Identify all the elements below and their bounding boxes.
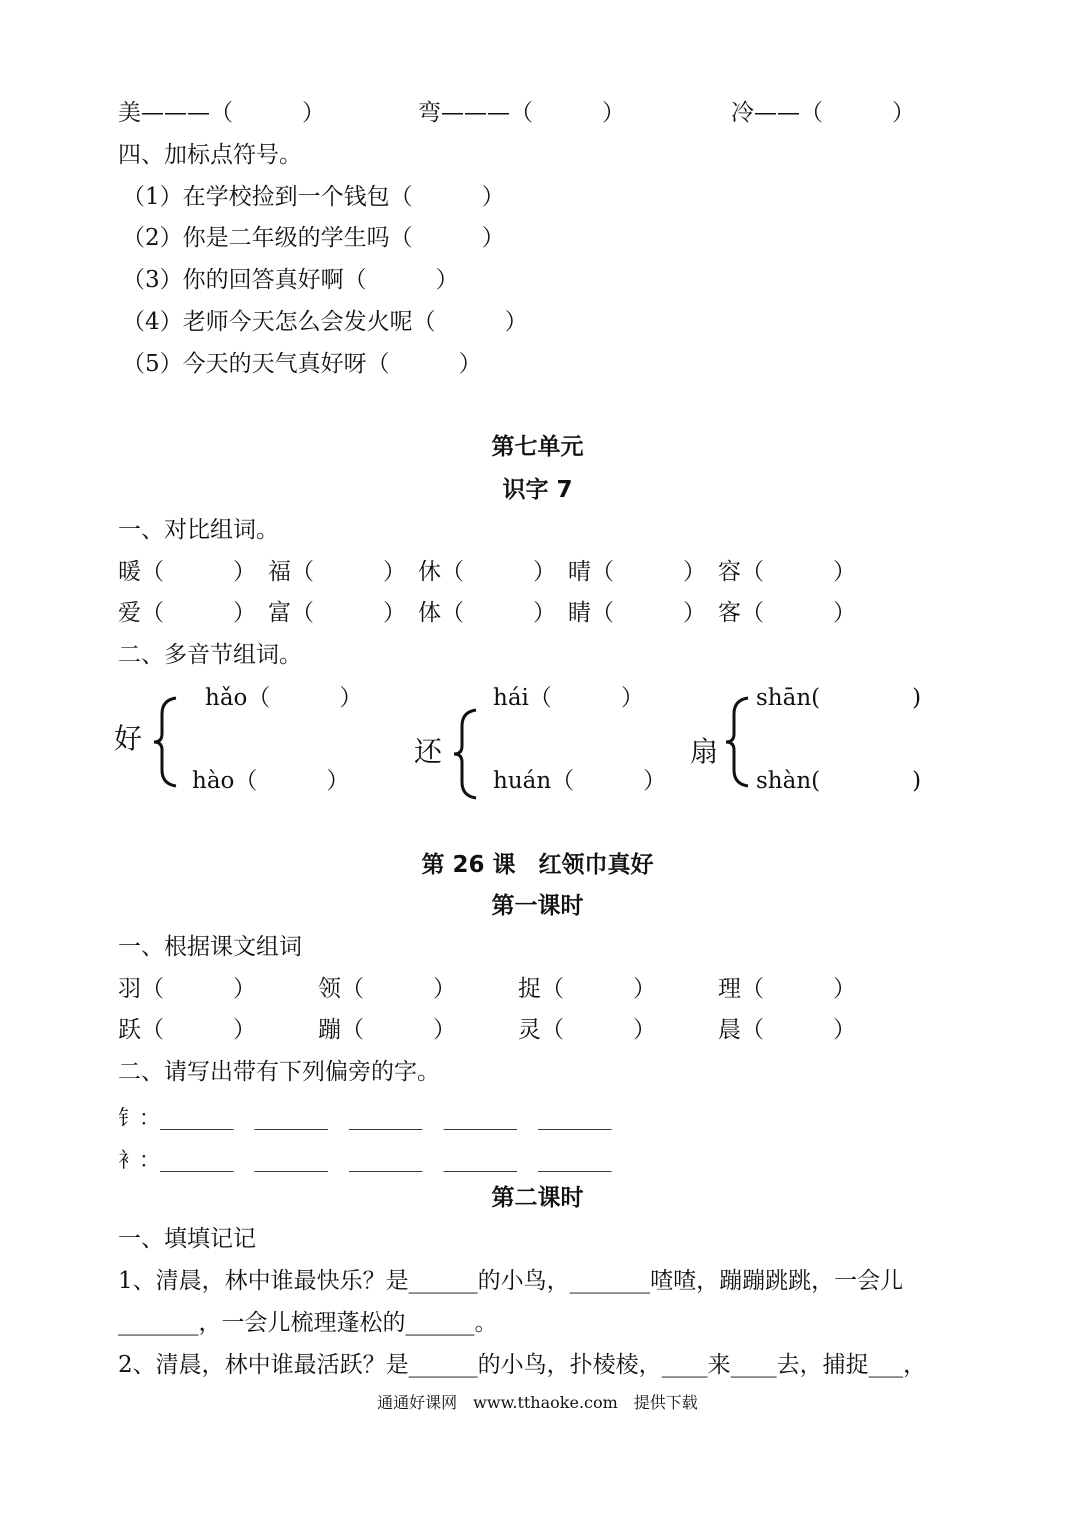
brace-icon <box>150 696 180 788</box>
unit7-question-2: 二、多音节组词。 <box>118 642 302 668</box>
compare-word-4: 晴（ ） <box>568 559 706 585</box>
lesson-question-3: 一、填填记记 <box>118 1226 256 1252</box>
section4-item-3: （3）你的回答真好啊（ ） <box>122 267 459 293</box>
polyphone-1-reading-bottom: hào（ ） <box>192 768 350 794</box>
radical-line-2: 衤：_______ _______ _______ _______ _______ <box>118 1148 612 1172</box>
unit-title: 第七单元 <box>491 434 584 460</box>
compare-word-9: 睛（ ） <box>568 600 706 626</box>
section4-item-4: （4）老师今天怎么会发火呢（ ） <box>122 309 528 335</box>
polyphone-3-reading-top: shān( ) <box>756 685 922 711</box>
polyphone-3-reading-bottom: shàn( ) <box>756 768 922 794</box>
fill-sentence-1a: 1、清晨，林中谁最快乐？是______的小鸟，_______喳喳，蹦蹦跳跳，一会儿 <box>118 1268 904 1294</box>
fill-sentence-2: 2、清晨，林中谁最活跃？是______的小鸟，扑棱棱，____来____去，捕捉___， <box>118 1352 927 1378</box>
compare-word-3: 休（ ） <box>418 559 556 585</box>
section4-item-5: （5）今天的天气真好呀（ ） <box>122 351 482 377</box>
polyphone-2-reading-bottom: huán（ ） <box>493 768 667 794</box>
lesson-word-8: 晨（ ） <box>718 1017 856 1043</box>
lesson-period-2: 第二课时 <box>491 1185 584 1211</box>
polyphone-2-reading-top: hái（ ） <box>493 685 644 711</box>
footer-source: 通通好课网 www.tthaoke.com 提供下载 <box>377 1393 698 1412</box>
compare-word-8: 体（ ） <box>418 600 556 626</box>
top-row-item-3: 冷——（ ） <box>731 100 915 126</box>
lesson-word-2: 领（ ） <box>318 976 456 1002</box>
lesson-word-3: 捉（ ） <box>518 976 656 1002</box>
section4-title: 四、加标点符号。 <box>118 142 302 168</box>
polyphone-char-2: 还 <box>414 735 443 768</box>
lesson-question-1: 一、根据课文组词 <box>118 934 302 960</box>
radical-line-1: 钅：_______ _______ _______ _______ _______ <box>118 1106 612 1130</box>
compare-word-7: 富（ ） <box>268 600 406 626</box>
compare-word-1: 暖（ ） <box>118 559 256 585</box>
compare-word-2: 福（ ） <box>268 559 406 585</box>
brace-icon <box>722 696 752 788</box>
lesson-period-1: 第一课时 <box>491 893 584 919</box>
compare-word-5: 容（ ） <box>718 559 856 585</box>
lesson-word-6: 蹦（ ） <box>318 1017 456 1043</box>
top-row-item-1: 美———（ ） <box>118 100 325 126</box>
compare-word-10: 客（ ） <box>718 600 856 626</box>
top-row-item-2: 弯———（ ） <box>418 100 625 126</box>
lesson-word-1: 羽（ ） <box>118 976 256 1002</box>
polyphone-char-3: 扇 <box>690 735 719 768</box>
polyphone-1-reading-top: hǎo（ ） <box>205 685 363 711</box>
unit-subtitle: 识字 7 <box>502 477 573 503</box>
lesson-word-5: 跃（ ） <box>118 1017 256 1043</box>
unit7-question-1: 一、对比组词。 <box>118 517 279 543</box>
lesson-question-2: 二、请写出带有下列偏旁的字。 <box>118 1059 440 1085</box>
section4-item-2: （2）你是二年级的学生吗（ ） <box>122 225 505 251</box>
polyphone-char-1: 好 <box>114 722 143 755</box>
brace-icon <box>450 708 480 800</box>
lesson-word-7: 灵（ ） <box>518 1017 656 1043</box>
compare-word-6: 爱（ ） <box>118 600 256 626</box>
lesson-title: 第 26 课 红领巾真好 <box>421 852 654 878</box>
fill-sentence-1b: _______，一会儿梳理蓬松的______。 <box>118 1310 498 1336</box>
section4-item-1: （1）在学校捡到一个钱包（ ） <box>122 184 505 210</box>
lesson-word-4: 理（ ） <box>718 976 856 1002</box>
